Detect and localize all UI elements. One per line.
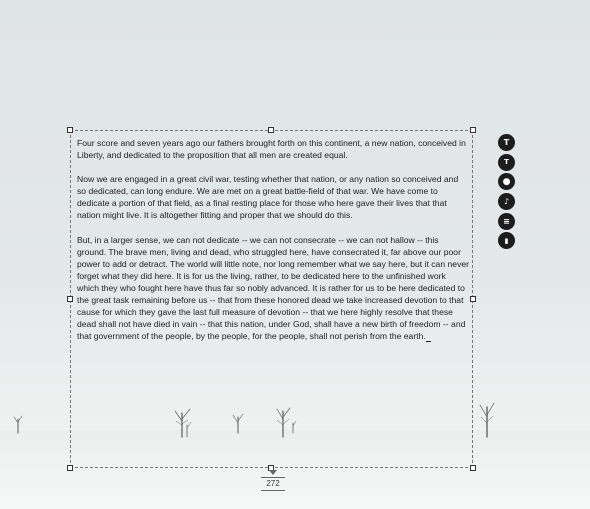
resize-handle-middle-left[interactable] — [67, 296, 73, 302]
music-button[interactable] — [498, 193, 515, 210]
character-counter: 272 — [259, 477, 287, 491]
music-icon: ♪ — [503, 197, 510, 207]
align-button[interactable] — [498, 213, 515, 230]
document-button[interactable] — [498, 232, 515, 249]
document-icon: ▮ — [504, 236, 509, 245]
resize-handle-bottom-right[interactable] — [470, 465, 476, 471]
resize-handle-top-center[interactable] — [268, 127, 274, 133]
text-caret — [426, 332, 431, 342]
paragraph: Now we are engaged in a great civil war, testing whether that nation, or any nation so conceived and so dedicated, can long endure. We are met on a great battle-field of that war. We have come to dedicate a portion of that field, as a final resting place for those who here gave their lives that that nation might live. It is altogether fitting and proper that we should do this. — [77, 174, 459, 221]
text-size-button[interactable] — [498, 154, 515, 171]
paragraph: Four score and seven years ago our fathers brought forth on this continent, a new nation, conceived in Liberty, and dedicated to the proposition that all men are created equal. — [77, 138, 466, 161]
text-size-icon: T — [504, 158, 509, 167]
format-toolbar — [498, 134, 515, 252]
tree-far-left — [14, 416, 22, 433]
color-dot-icon: ● — [502, 176, 511, 187]
resize-handle-middle-right[interactable] — [470, 296, 476, 302]
text-tool-icon: T — [503, 138, 510, 147]
resize-handle-top-left[interactable] — [67, 127, 73, 133]
resize-handle-top-right[interactable] — [470, 127, 476, 133]
editable-text-area[interactable] — [77, 137, 469, 354]
color-button[interactable] — [498, 173, 515, 190]
counter-pointer-icon — [269, 470, 277, 475]
resize-handle-bottom-left[interactable] — [67, 465, 73, 471]
tree-right — [480, 403, 494, 437]
text-tool-button[interactable] — [498, 134, 515, 151]
align-icon: ≡ — [503, 216, 510, 226]
paragraph: But, in a larger sense, we can not dedicate -- we can not consecrate -- we can not hallow -- this ground. The brave men, living and dead, who struggled here, have consecrated it, far above our poor power to add or detract. The world will little note, nor long remember what we say here, but it can never forget what they did here. It is for us the living, rather, to be dedicated here to the unfinished work which they who fought here have thus far so nobly advanced. It is rather for us to be here dedicated to the great task remaining before us -- that from these honored dead we take increased devotion to that cause for which they gave the last full measure of devotion -- that we here highly resolve that these dead shall not have died in vain -- that this nation, under God, shall have a new birth of freedom -- and that government of the people, by the people, for the people, shall not perish from the earth. — [77, 234, 470, 342]
